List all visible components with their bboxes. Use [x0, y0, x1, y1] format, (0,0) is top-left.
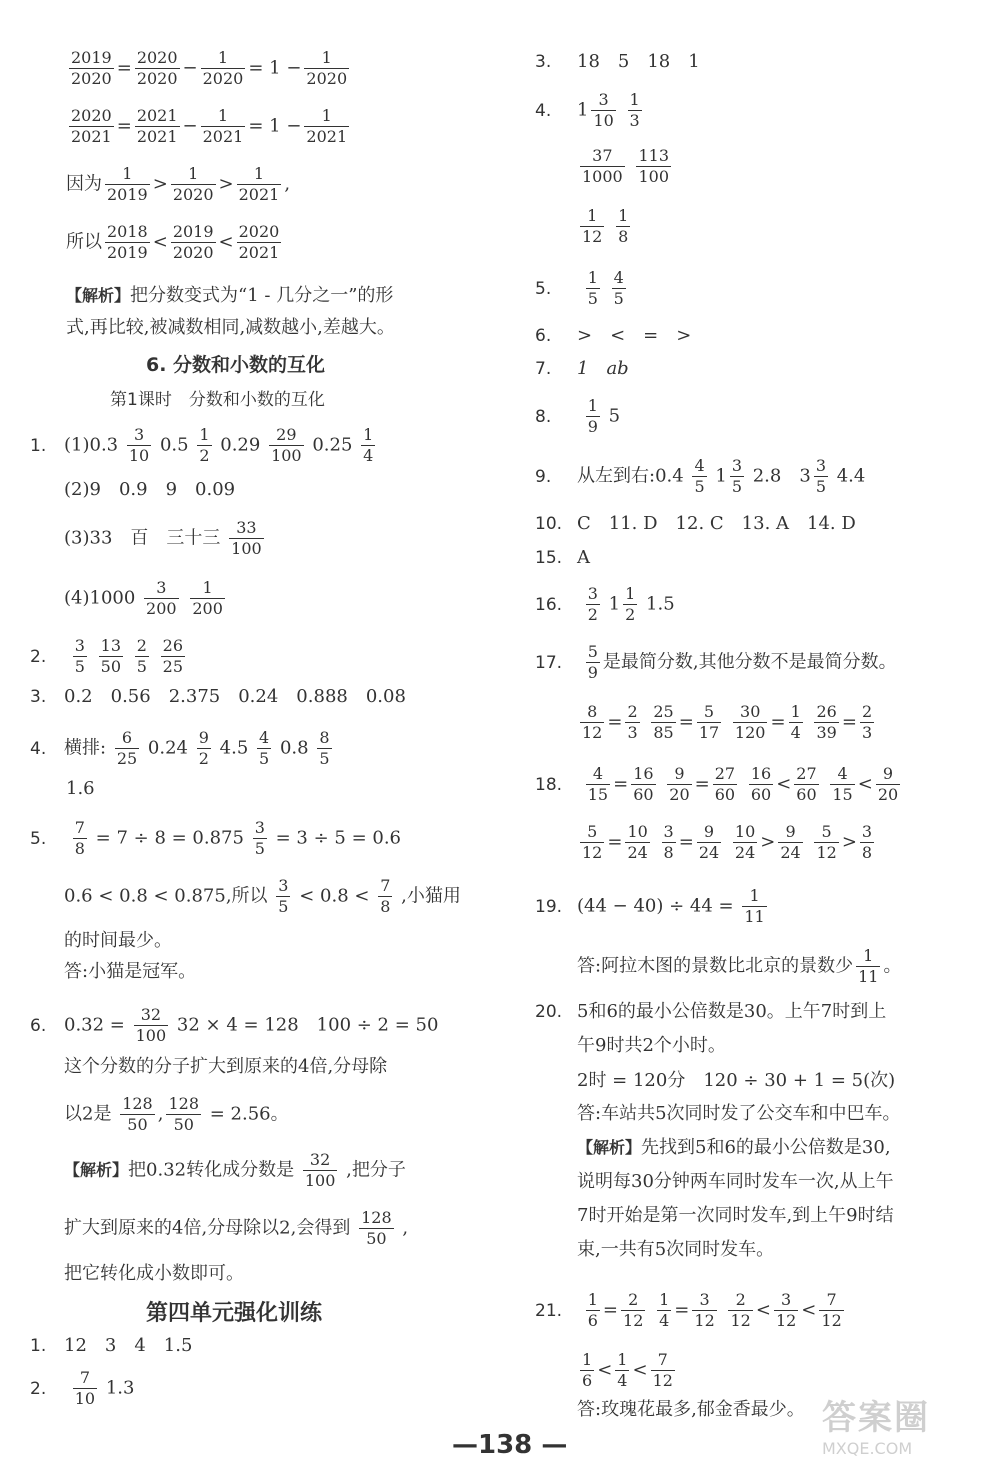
fraction: $\frac{9}{20}$ — [669, 764, 690, 804]
fraction: $\frac{2019}{2020}$ — [172, 222, 214, 262]
fraction: $\frac{4}{5}$ — [613, 268, 624, 308]
watermark-url: MXQE.COM — [822, 1439, 913, 1458]
answer-18: 18. $\frac{4}{15}$ = $\frac{16}{60}$ $\frac{9}{20}$ = $\frac{27}{60}$ $\frac{16}{60}$ < $\frac{27}{60}$ $\frac{4}{15}$ < $\frac{9}{20}$ — [535, 764, 899, 804]
fraction: $\frac{1}{4}$ — [790, 702, 801, 742]
fraction: $\frac{1}{11}$ — [744, 886, 765, 926]
answer-20-analysis: 束,一共有5次同时发车。 — [577, 1239, 775, 1260]
fraction: $\frac{5}{9}$ — [587, 642, 598, 682]
unit-question-2: 2. $\frac{7}{10}$ 1.3 — [30, 1368, 135, 1408]
fraction: $\frac{30}{120}$ — [734, 702, 766, 742]
fraction: $\frac{3}{12}$ — [775, 1290, 797, 1330]
fraction: $\frac{7}{12}$ — [821, 1290, 842, 1330]
because-line: 因为 $\frac{1}{2019}$ > $\frac{1}{2020}$ > $\frac{1}{2021}$ , — [66, 164, 291, 204]
fraction: $\frac{2}{12}$ — [730, 1290, 751, 1330]
fraction: $\frac{8}{12}$ — [582, 702, 603, 742]
question-6-analysis: 【解析】把0.32转化成分数是 $\frac{32}{100}$ ,把分子 — [64, 1150, 406, 1190]
fraction: $\frac{1}{5}$ — [587, 268, 598, 308]
answer-20-analysis: 7时开始是第一次同时发车,到上午9时结 — [577, 1205, 894, 1226]
question-6-analysis-2: 扩大到原来的4倍,分母除以2,会得到 $\frac{128}{50}$ , — [64, 1208, 409, 1248]
answer-10-14: 10. C 11. D 12. C 13. A 14. D — [535, 513, 856, 534]
fraction: $\frac{7}{12}$ — [652, 1350, 673, 1390]
fraction: $\frac{1}{2020}$ — [306, 48, 348, 88]
fraction: $\frac{1}{2}$ — [199, 425, 210, 465]
fraction: $\frac{1}{2020}$ — [202, 48, 244, 88]
question-4: 4. 横排: $\frac{6}{25}$ 0.24 $\frac{9}{2}$ 4.5 $\frac{4}{5}$ 0.8 $\frac{8}{5}$ — [30, 728, 330, 768]
fraction: $\frac{1}{3}$ — [629, 90, 640, 130]
analysis-line: 式,再比较,被减数相同,减数越小,差越大。 — [66, 317, 395, 338]
equation-2020: $\frac{2020}{2021}$ = $\frac{2021}{2021}$ − $\frac{1}{2021}$ = 1 − $\frac{1}{2021}$ — [71, 106, 348, 146]
fraction: $\frac{3}{8}$ — [663, 822, 674, 862]
fraction: $\frac{9}{20}$ — [877, 764, 899, 804]
fraction: $\frac{9}{24}$ — [780, 822, 801, 862]
fraction: $\frac{1}{2019}$ — [107, 164, 148, 204]
fraction: $\frac{1}{2}$ — [625, 584, 636, 624]
question-5-line-3: 的时间最少。 — [64, 930, 172, 951]
fraction: $\frac{33}{100}$ — [231, 518, 262, 558]
answer-19-statement: 答:阿拉木图的景数比北京的景数少 $\frac{1}{11}$ 。 — [577, 946, 902, 986]
answer-4: 4. 1 $\frac{3}{10}$ $\frac{1}{3}$ — [535, 90, 640, 130]
fraction: $\frac{3}{10}$ — [128, 425, 150, 465]
question-1-part-1: 1. (1)0.3 $\frac{3}{10}$ 0.5 $\frac{1}{2}$ 0.29 $\frac{29}{100}$ 0.25 $\frac{1}{4}$ — [30, 425, 374, 465]
answer-21-answer: 答:玫瑰花最多,郁金香最少。 — [577, 1399, 805, 1420]
fraction: $\frac{2020}{2020}$ — [136, 48, 178, 88]
fraction: $\frac{27}{60}$ — [796, 764, 817, 804]
fraction: $\frac{1}{200}$ — [192, 578, 223, 618]
fraction: $\frac{32}{100}$ — [135, 1005, 167, 1045]
fraction: $\frac{5}{12}$ — [816, 822, 837, 862]
answer-17-line-2: $\frac{8}{12}$ = $\frac{2}{3}$ $\frac{25}{85}$ = $\frac{5}{17}$ $\frac{30}{120}$ = $\frac{1}{4}$ $\frac{26}{39}$ = $\frac{2}{3}$ — [582, 702, 873, 742]
fraction: $\frac{27}{60}$ — [714, 764, 736, 804]
unit-question-1: 1. 12 3 4 1.5 — [30, 1335, 193, 1356]
question-6-analysis-3: 把它转化成小数即可。 — [64, 1263, 244, 1284]
fraction: $\frac{1}{6}$ — [582, 1350, 593, 1390]
fraction: $\frac{2}{3}$ — [861, 702, 873, 742]
question-6-line-2: 这个分数的分子扩大到原来的4倍,分母除 — [64, 1056, 388, 1077]
fraction: $\frac{7}{8}$ — [74, 818, 85, 858]
fraction: $\frac{2}{3}$ — [627, 702, 638, 742]
answer-8: 8. $\frac{1}{9}$ 5 — [535, 396, 621, 436]
answer-20: 20. 5和6的最小公倍数是30。上午7时到上 — [535, 1001, 887, 1022]
fraction: $\frac{1}{2021}$ — [238, 164, 280, 204]
fraction: $\frac{113}{100}$ — [638, 146, 669, 186]
fraction: $\frac{4}{5}$ — [694, 456, 705, 496]
fraction: $\frac{1}{9}$ — [587, 396, 598, 436]
fraction: $\frac{6}{25}$ — [116, 728, 138, 768]
fraction: $\frac{1}{8}$ — [618, 206, 629, 246]
fraction: $\frac{16}{60}$ — [633, 764, 654, 804]
unit-title: 第四单元强化训练 — [146, 1301, 323, 1326]
answer-5: 5. $\frac{1}{5}$ $\frac{4}{5}$ — [535, 268, 624, 308]
therefore-line: 所以 $\frac{2018}{2019}$ < $\frac{2019}{2020}$ < $\frac{2020}{2021}$ — [66, 222, 280, 262]
answer-20-line: 午9时共2个小时。 — [577, 1035, 726, 1056]
answer-9: 9. 从左到右:0.4 $\frac{4}{5}$ 1 $\frac{3}{5}$ 2.8 3 $\frac{3}{5}$ 4.4 — [535, 456, 866, 496]
analysis-line: 【解析】把分数变式为“1 - 几分之一”的形 — [66, 285, 394, 306]
fraction: $\frac{16}{60}$ — [750, 764, 772, 804]
fraction: $\frac{2021}{2021}$ — [136, 106, 178, 146]
question-1-part-3: (3)33 百 三十三 $\frac{33}{100}$ — [64, 518, 262, 558]
fraction: $\frac{3}{5}$ — [815, 456, 826, 496]
fraction: $\frac{1}{2021}$ — [202, 106, 244, 146]
answer-19: 19. (44 − 40) ÷ 44 = $\frac{1}{11}$ — [535, 886, 765, 926]
fraction: $\frac{26}{25}$ — [162, 636, 184, 676]
answer-20-answer: 答:车站共5次同时发了公交车和中巴车。 — [577, 1103, 901, 1124]
fraction: $\frac{3}{8}$ — [861, 822, 873, 862]
fraction: $\frac{29}{100}$ — [271, 425, 302, 465]
fraction: $\frac{3}{12}$ — [694, 1290, 715, 1330]
lesson-title: 第1课时 分数和小数的互化 — [110, 390, 325, 410]
fraction: $\frac{3}{5}$ — [731, 456, 742, 496]
fraction: $\frac{1}{4}$ — [617, 1350, 628, 1390]
fraction: $\frac{1}{11}$ — [858, 946, 879, 986]
answer-3: 3. 18 5 18 1 — [535, 51, 700, 72]
fraction: $\frac{5}{12}$ — [582, 822, 603, 862]
answer-7: 7. 1 ab — [535, 358, 629, 379]
fraction: $\frac{2019}{2020}$ — [71, 48, 112, 88]
fraction: $\frac{5}{17}$ — [698, 702, 720, 742]
answer-17: 17. $\frac{5}{9}$ 是最简分数,其他分数不是最简分数。 — [535, 642, 897, 682]
fraction: $\frac{25}{85}$ — [653, 702, 674, 742]
question-2: 2. $\frac{3}{5}$ $\frac{13}{50}$ $\frac{2}{5}$ $\frac{26}{25}$ — [30, 636, 184, 676]
fraction: $\frac{9}{24}$ — [698, 822, 720, 862]
question-5-answer: 答:小猫是冠军。 — [64, 961, 197, 982]
answer-20-line: 2时 = 120分 120 ÷ 30 + 1 = 5(次) — [577, 1070, 896, 1091]
fraction: $\frac{1}{4}$ — [363, 425, 374, 465]
watermark — [822, 1390, 992, 1470]
fraction: $\frac{3}{200}$ — [146, 578, 177, 618]
answer-20-analysis: 【解析】先找到5和6的最小公倍数是30, — [577, 1137, 891, 1158]
section-title: 6. 分数和小数的互化 — [146, 354, 326, 376]
fraction: $\frac{3}{5}$ — [254, 818, 265, 858]
fraction: $\frac{13}{50}$ — [100, 636, 122, 676]
fraction: $\frac{7}{10}$ — [74, 1368, 96, 1408]
fraction: $\frac{3}{5}$ — [74, 636, 85, 676]
fraction: $\frac{9}{2}$ — [198, 728, 209, 768]
fraction: $\frac{2020}{2021}$ — [238, 222, 280, 262]
answer-21: 21. $\frac{1}{6}$ = $\frac{2}{12}$ $\frac{1}{4}$ = $\frac{3}{12}$ $\frac{2}{12}$ < $\frac{3}{12}$ < $\frac{7}{12}$ — [535, 1290, 842, 1330]
page-number: —138 — — [452, 1430, 568, 1460]
fraction: $\frac{4}{5}$ — [259, 728, 270, 768]
question-1-part-2: (2)9 0.9 9 0.09 — [64, 479, 236, 500]
fraction: $\frac{1}{2020}$ — [172, 164, 214, 204]
question-6: 6. 0.32 = $\frac{32}{100}$ 32 × 4 = 128 100 ÷ 2 = 50 — [30, 1005, 439, 1045]
fraction: $\frac{128}{50}$ — [168, 1094, 200, 1134]
answer-6: 6. > < = > — [535, 325, 692, 346]
question-4-line-2: 1.6 — [66, 778, 95, 799]
fraction: $\frac{3}{2}$ — [587, 584, 598, 624]
fraction: $\frac{32}{100}$ — [304, 1150, 336, 1190]
fraction: $\frac{128}{50}$ — [361, 1208, 392, 1248]
question-1-part-4: (4)1000 $\frac{3}{200}$ $\frac{1}{200}$ — [64, 578, 223, 618]
equation-2019: $\frac{2019}{2020}$ = $\frac{2020}{2020}$ − $\frac{1}{2020}$ = 1 − $\frac{1}{2020}$ — [71, 48, 348, 88]
answer-18-line-2: $\frac{5}{12}$ = $\frac{10}{24}$ $\frac{3}{8}$ = $\frac{9}{24}$ $\frac{10}{24}$ > $\frac{9}{24}$ $\frac{5}{12}$ > $\frac{3}{8}$ — [582, 822, 873, 862]
fraction: $\frac{1}{2021}$ — [306, 106, 348, 146]
fraction: $\frac{10}{24}$ — [734, 822, 756, 862]
question-3: 3. 0.2 0.56 2.375 0.24 0.888 0.08 — [30, 686, 406, 707]
fraction: $\frac{37}{1000}$ — [582, 146, 623, 186]
fraction: $\frac{1}{12}$ — [582, 206, 603, 246]
fraction: $\frac{1}{4}$ — [659, 1290, 670, 1330]
fraction: $\frac{8}{5}$ — [319, 728, 330, 768]
fraction: $\frac{2}{5}$ — [136, 636, 147, 676]
fraction: $\frac{2}{12}$ — [623, 1290, 644, 1330]
fraction: $\frac{7}{8}$ — [380, 876, 391, 916]
fraction: $\frac{2020}{2021}$ — [71, 106, 112, 146]
question-5: 5. $\frac{7}{8}$ = 7 ÷ 8 = 0.875 $\frac{3}{5}$ = 3 ÷ 5 = 0.6 — [30, 818, 401, 858]
fraction: $\frac{1}{6}$ — [587, 1290, 598, 1330]
fraction: $\frac{128}{50}$ — [122, 1094, 153, 1134]
answer-15: 15. A — [535, 547, 590, 568]
answer-4-line-2 — [577, 146, 674, 187]
fraction: $\frac{4}{15}$ — [587, 764, 609, 804]
question-5-line-2: 0.6 < 0.8 < 0.875,所以 $\frac{3}{5}$ < 0.8 < $\frac{7}{8}$ ,小猫用 — [64, 876, 461, 916]
answer-16: 16. $\frac{3}{2}$ 1 $\frac{1}{2}$ 1.5 — [535, 584, 675, 624]
answer-4-line-3 — [577, 206, 633, 247]
fraction: $\frac{3}{10}$ — [593, 90, 614, 130]
fraction: $\frac{26}{39}$ — [816, 702, 837, 742]
answer-21-line-2: $\frac{1}{6}$ < $\frac{1}{4}$ < $\frac{7}{12}$ — [582, 1350, 673, 1390]
fraction: $\frac{4}{15}$ — [832, 764, 853, 804]
watermark-logo: 答案圈 — [822, 1398, 930, 1438]
answer-20-analysis: 说明每30分钟两车同时发车一次,从上午 — [577, 1171, 894, 1192]
analysis-tag: 【解析】 — [66, 286, 131, 305]
fraction: $\frac{10}{24}$ — [627, 822, 648, 862]
fraction: $\frac{2018}{2019}$ — [107, 222, 148, 262]
question-6-line-3: 以2是 $\frac{128}{50}$ , $\frac{128}{50}$ = 2.56。 — [64, 1094, 289, 1134]
fraction: $\frac{3}{5}$ — [278, 876, 289, 916]
